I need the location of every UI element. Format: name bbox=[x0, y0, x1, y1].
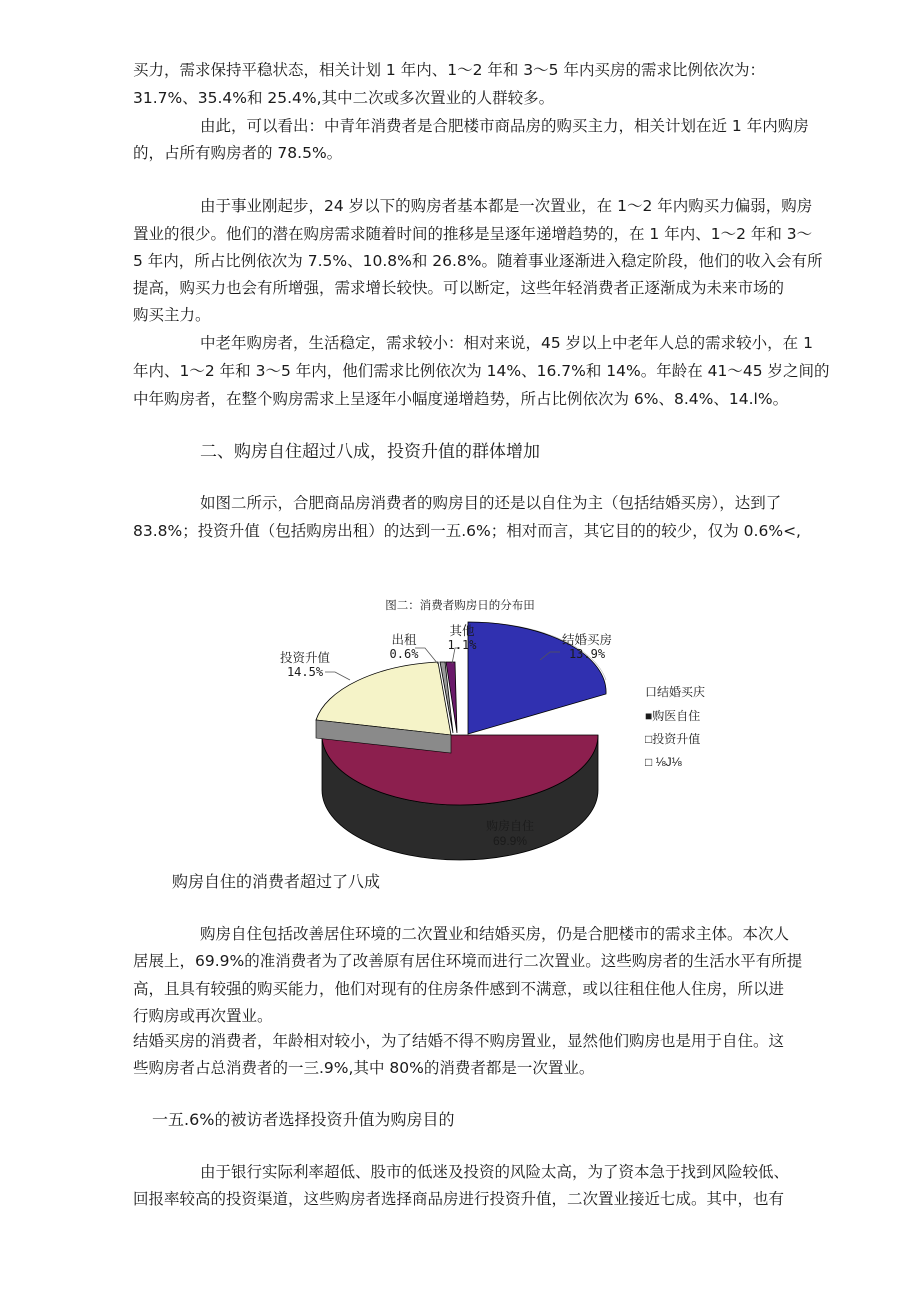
paragraph-line: 结婚买房的消费者，年龄相对较小，为了结婚不得不购房置业，显然他们购房也是用于自住。这 bbox=[133, 1032, 785, 1050]
paragraph-line: 高，且具有较强的购买能力，他们对现有的住房条件感到不满意，或以往租住他人住房，所以进 bbox=[133, 980, 785, 998]
section-heading: 二、购房自住超过八成，投资升值的群体增加 bbox=[200, 442, 540, 462]
paragraph-line: 购买主力。 bbox=[133, 306, 211, 324]
legend-item: ■购医自住 bbox=[645, 709, 701, 723]
legend-item: 口结婚买庆 bbox=[645, 685, 706, 699]
paragraph-line: 置业的很少。他们的潜在购房需求随着时间的推移是呈逐年递增趋势的，在 1 年内、1～2 年和 3～ bbox=[133, 225, 813, 243]
paragraph-line: 由此，可以看出：中青年消费者是合肥楼市商品房的购买主力，相关计划在近 1 年内购房 bbox=[200, 117, 809, 135]
paragraph-line: 买力，需求保持平稳状态，相关计划 1 年内、1～2 年和 3～5 年内买房的需求比例依次为： bbox=[133, 61, 765, 79]
paragraph-line: 回报率较高的投资渠道，这些购房者选择商品房进行投资升值，二次置业接近七成。其中，也有 bbox=[133, 1190, 785, 1208]
paragraph-line: 居展上，69.9%的准消费者为了改善原有居住环境而进行二次置业。这些购房者的生活水平有所提 bbox=[133, 952, 803, 970]
paragraph-line: 年内、1～2 年和 3～5 年内，他们需求比例依次为 14%、16.7%和 14%。年龄在 41～45 岁之间的 bbox=[133, 362, 830, 380]
label-owner: 购房自住 69.9% bbox=[485, 819, 534, 848]
label-other: 其他 1.1% bbox=[447, 624, 477, 652]
label-invest: 投资升值 14.5% bbox=[279, 651, 330, 679]
paragraph-line: 中老年购房者，生活稳定，需求较小：相对来说，45 岁以上中老年人总的需求较小，在 1 bbox=[200, 334, 813, 352]
paragraph-line: 中年购房者，在整个购房需求上呈逐年小幅度递增趋势，所占比例依次为 6%、8.4%、14.l%。 bbox=[133, 390, 789, 408]
label-rent: 出租 0.6% bbox=[389, 633, 419, 661]
paragraph-line: 31.7%、35.4%和 25.4%,其中二次或多次置业的人群较多。 bbox=[133, 89, 555, 107]
paragraph-line: 5 年内，所占比例依次为 7.5%、10.8%和 26.8%。随着事业逐渐进入稳定阶段，他们的收入会有所 bbox=[133, 252, 823, 270]
chart-title: 图二：消费者购房日的分布田 bbox=[385, 600, 535, 612]
paragraph-line: 些购房者占总消费者的一三.9%,其中 80%的消费者都是一次置业。 bbox=[133, 1059, 595, 1077]
paragraph-line: 由于银行实际利率超低、股市的低迷及投资的风险太高，为了资本急于找到风险较低、 bbox=[200, 1163, 790, 1181]
sub-heading: 一五.6%的被访者选择投资升值为购房目的 bbox=[152, 1110, 455, 1129]
paragraph-line: 提高，购买力也会有所增强，需求增长较快。可以断定，这些年轻消费者正逐渐成为未来市场的 bbox=[133, 279, 785, 297]
legend-item: □ ⅛J⅛ bbox=[645, 755, 682, 769]
paragraph-line: 行购房或再次置业。 bbox=[133, 1007, 273, 1025]
label-marriage: 结婚买房 13.9% bbox=[561, 633, 612, 661]
paragraph-line: 如图二所示，合肥商品房消费者的购房目的还是以自住为主（包括结婚买房），达到了 bbox=[200, 494, 782, 512]
paragraph-line: 购房自住包括改善居住环境的二次置业和结婚买房，仍是合肥楼市的需求主体。本次人 bbox=[200, 925, 790, 943]
legend-item: □投资升值 bbox=[645, 732, 701, 746]
paragraph-line: 的，占所有购房者的 78.5%。 bbox=[133, 144, 343, 162]
paragraph-line: 由于事业刚起步，24 岁以下的购房者基本都是一次置业，在 1～2 年内购买力偏弱，购房 bbox=[200, 197, 813, 215]
paragraph-line: 83.8%；投资升值（包括购房出租）的达到一五.6%；相对而言，其它目的的较少，仅为 0.6%<, bbox=[133, 522, 801, 540]
sub-heading: 购房自住的消费者超过了八成 bbox=[172, 872, 381, 891]
